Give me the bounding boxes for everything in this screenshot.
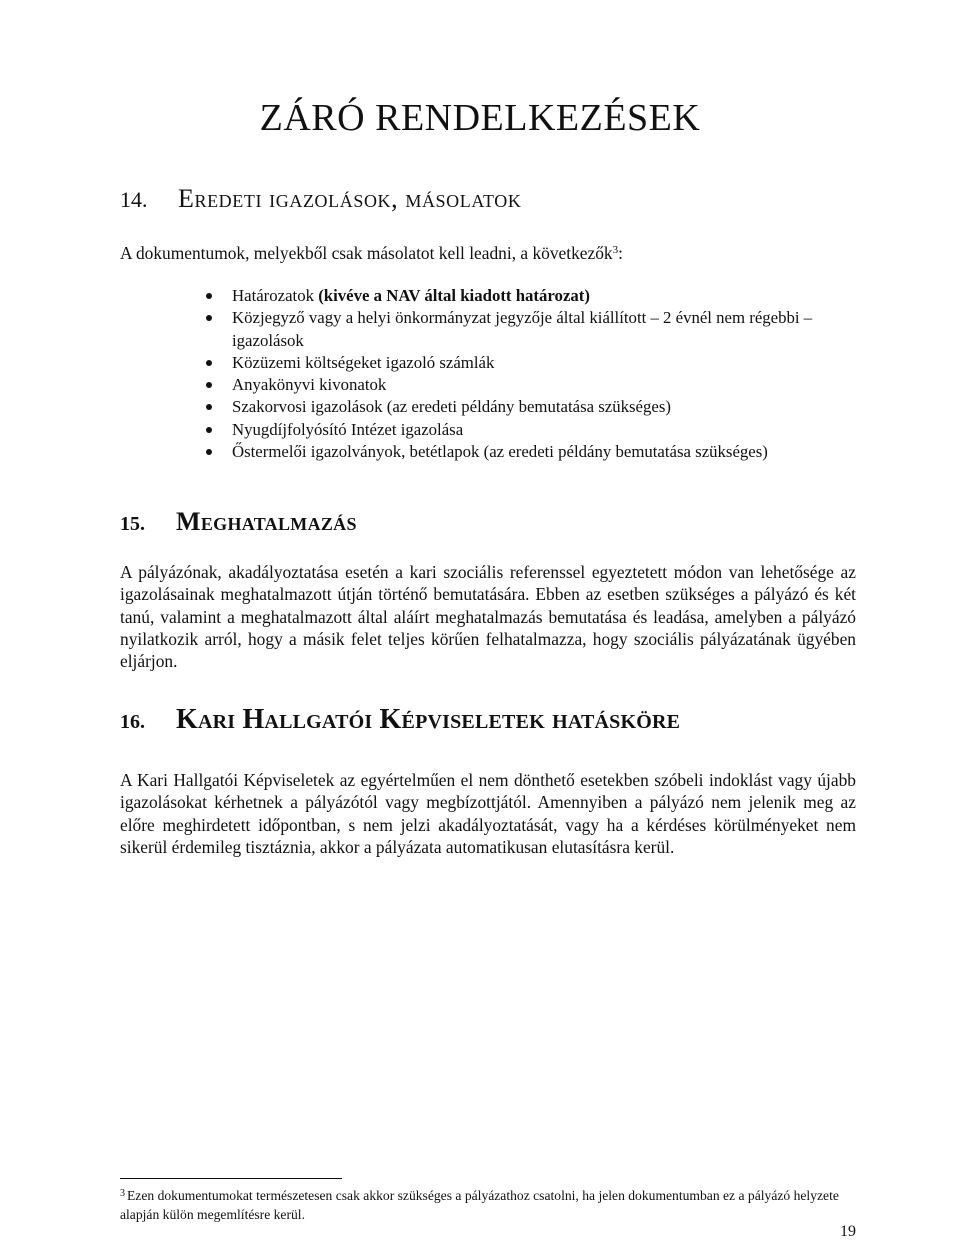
document-list	[120, 285, 880, 463]
bullet-icon	[206, 427, 212, 433]
list-item	[120, 441, 880, 463]
list-item-bold-text: (kivéve a NAV által kiadott határozat)	[318, 286, 590, 305]
list-item-text: Közüzemi költségeket igazoló számlák	[232, 352, 495, 372]
list-item-text: Szakorvosi igazolások (az eredeti példány bemutatása szükséges)	[232, 397, 671, 417]
section-number: 16.	[120, 711, 145, 733]
section-number: 14.	[120, 187, 148, 212]
bullet-icon	[206, 404, 212, 410]
list-item	[120, 396, 880, 418]
section-15-body: A pályázónak, akadályoztatása esetén a kari szociális referenssel egyeztetett módon van lehetősége az igazolásainak meghatalmazott útján történő bemutatására. Ebben az esetben szükséges a pályázó és két tanú, valamint a meghatalmazott által aláírt meghatalmazás bemutatása és leadása, amelyben a pályázó nyilatkozik arról, hogy a másik felet teljes körűen felhatalmazza, hogy szociális pályázatának ügyében eljárjon.	[120, 562, 856, 672]
section-16-body: A Kari Hallgatói Képviseletek az egyértelműen el nem dönthető esetekben szóbeli indoklást vagy újabb igazolásokat kérhetnek a pályázótól vagy megbízottjától. Amennyiben a pályázó nem jelenik meg az előre meghirdetett időpontban, s nem jelzi akadályoztatását, vagy ha a kérdéses körülményeket nem sikerül érdemileg tisztáznia, akkor a pályázata automatikusan elutasításra kerül.	[120, 770, 856, 857]
page-title: ZÁRÓ RENDELKEZÉSEK	[259, 97, 701, 139]
section-16-heading	[120, 704, 680, 736]
bullet-icon	[206, 315, 212, 321]
section-title: Eredeti igazolások, másolatok	[178, 184, 522, 213]
page-number: 19	[840, 1223, 856, 1240]
section-number: 15.	[120, 513, 145, 535]
list-item	[120, 419, 880, 441]
list-item-text: Közjegyző vagy a helyi önkormányzat jegyzője által kiállított – 2 évnél nem régebbi – igazolások	[232, 308, 813, 350]
footnote-text: Ezen dokumentumokat természetesen csak akkor szükséges a pályázathoz csatolni, ha jelen dokumentumban ez a pályázó helyzete alapján külön megemlítésre kerül.	[120, 1188, 839, 1222]
footnote	[120, 1186, 840, 1224]
footnote-divider	[120, 1178, 342, 1179]
bullet-icon	[206, 382, 212, 388]
list-item-text: Őstermelői igazolványok, betétlapok (az eredeti példány bemutatása szükséges)	[232, 442, 768, 462]
list-item	[120, 307, 880, 352]
list-item-text: Anyakönyvi kivonatok	[232, 375, 387, 395]
bullet-icon	[206, 449, 212, 455]
footnote-marker: 3	[120, 1188, 125, 1199]
intro-text: A dokumentumok, melyekből csak másolatot kell leadni, a következők	[120, 243, 613, 263]
section-title: Meghatalmazás	[176, 507, 357, 536]
bullet-icon	[206, 293, 212, 299]
list-item	[120, 352, 880, 374]
intro-suffix: :	[618, 243, 623, 263]
list-item	[120, 285, 880, 307]
list-item-text: Határozatok	[232, 286, 319, 305]
list-item	[120, 374, 880, 396]
section-14-heading	[120, 184, 521, 214]
section-title: Kari Hallgatói Képviseletek hatásköre	[176, 704, 681, 735]
section-15-heading	[120, 507, 357, 537]
list-item-text: Nyugdíjfolyósító Intézet igazolása	[232, 419, 464, 439]
bullet-icon	[206, 360, 212, 366]
section-14-intro	[120, 242, 856, 264]
footnote-reference: 3	[612, 244, 619, 256]
